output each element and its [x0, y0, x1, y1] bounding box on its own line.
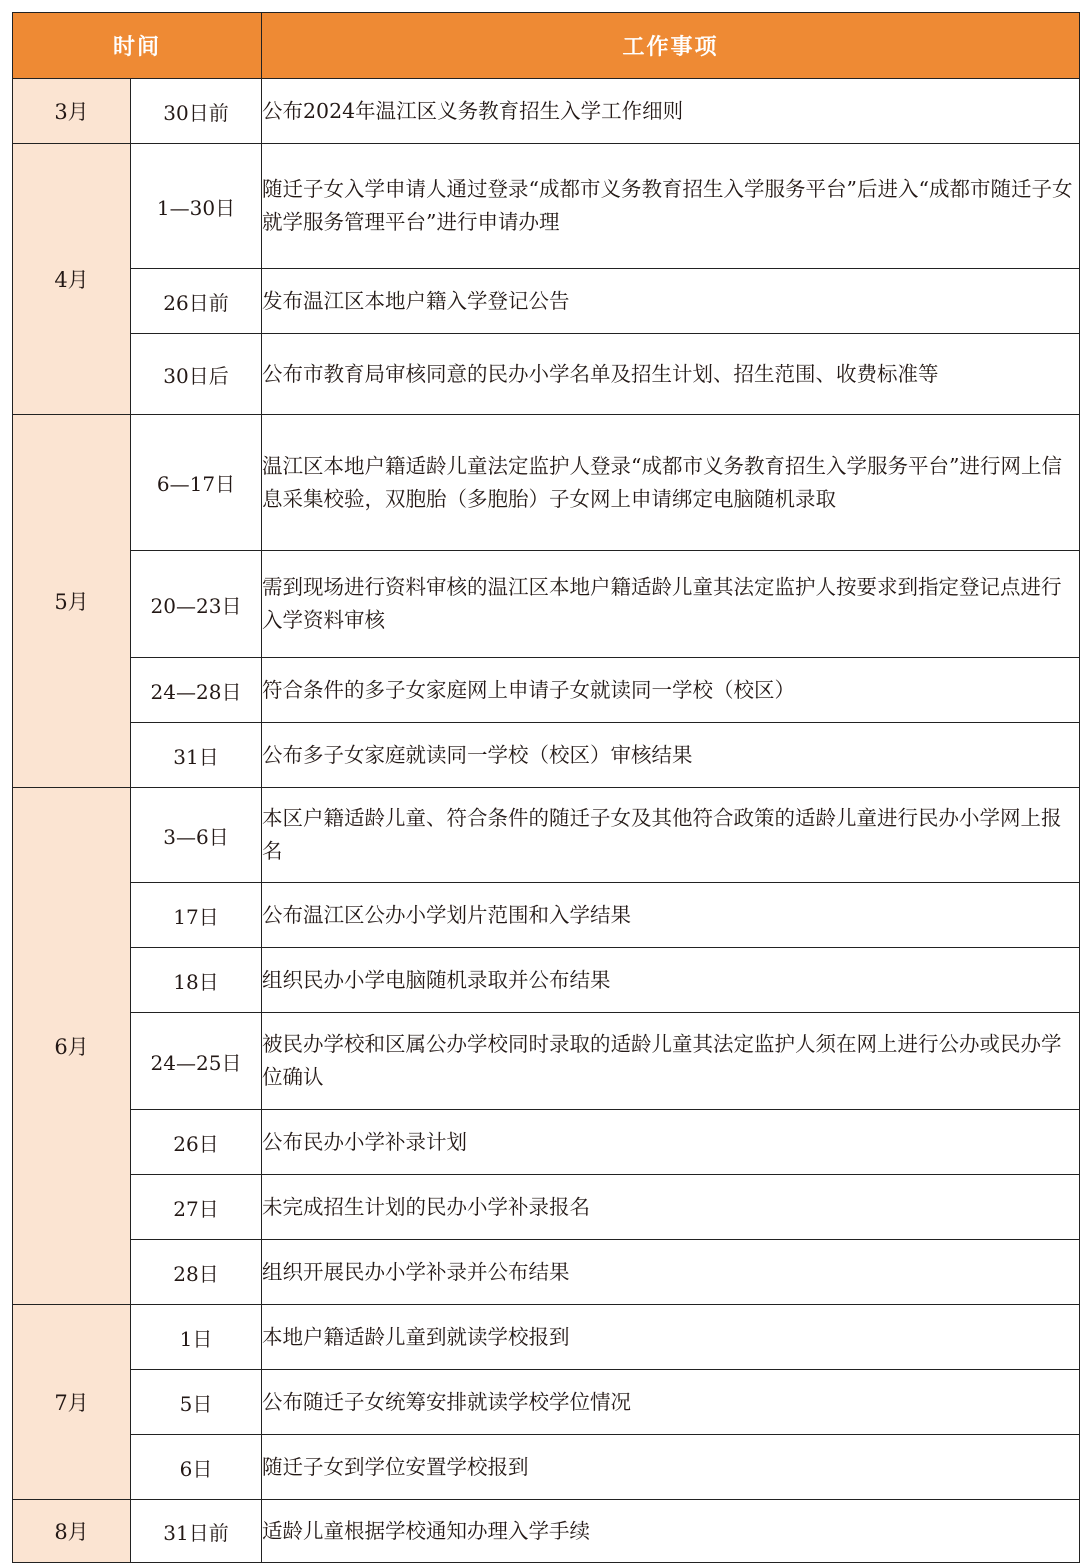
day-cell: 24—28日 — [131, 658, 262, 723]
task-cell: 本区户籍适龄儿童、符合条件的随迁子女及其他符合政策的适龄儿童进行民办小学网上报名 — [262, 788, 1080, 883]
day-cell: 6—17日 — [131, 415, 262, 551]
day-cell: 30日后 — [131, 334, 262, 415]
table-row — [13, 1110, 1080, 1175]
task-cell: 公布市教育局审核同意的民办小学名单及招生计划、招生范围、收费标准等 — [262, 334, 1080, 415]
table-row — [13, 1175, 1080, 1240]
table-row — [13, 334, 1080, 415]
table-row — [13, 723, 1080, 788]
schedule-table — [12, 12, 1080, 1563]
day-cell: 1—30日 — [131, 144, 262, 269]
table-row — [13, 1305, 1080, 1370]
table-row — [13, 79, 1080, 144]
table-row — [13, 883, 1080, 948]
month-cell: 4月 — [13, 144, 131, 415]
day-cell: 27日 — [131, 1175, 262, 1240]
day-cell: 26日 — [131, 1110, 262, 1175]
task-cell: 公布民办小学补录计划 — [262, 1110, 1080, 1175]
month-cell: 5月 — [13, 415, 131, 788]
table-row — [13, 1240, 1080, 1305]
day-cell: 31日 — [131, 723, 262, 788]
header-task: 工作事项 — [262, 13, 1080, 79]
table-row — [13, 1435, 1080, 1500]
task-cell: 需到现场进行资料审核的温江区本地户籍适龄儿童其法定监护人按要求到指定登记点进行入学资料审核 — [262, 551, 1080, 658]
task-cell: 本地户籍适龄儿童到就读学校报到 — [262, 1305, 1080, 1370]
day-cell: 31日前 — [131, 1500, 262, 1563]
task-cell: 公布温江区公办小学划片范围和入学结果 — [262, 883, 1080, 948]
task-cell: 未完成招生计划的民办小学补录报名 — [262, 1175, 1080, 1240]
day-cell: 5日 — [131, 1370, 262, 1435]
table-row — [13, 948, 1080, 1013]
day-cell: 18日 — [131, 948, 262, 1013]
table-row — [13, 144, 1080, 269]
task-cell: 温江区本地户籍适龄儿童法定监护人登录“成都市义务教育招生入学服务平台”进行网上信息采集校验，双胞胎（多胞胎）子女网上申请绑定电脑随机录取 — [262, 415, 1080, 551]
day-cell: 3—6日 — [131, 788, 262, 883]
table-row — [13, 1013, 1080, 1110]
task-cell: 符合条件的多子女家庭网上申请子女就读同一学校（校区） — [262, 658, 1080, 723]
task-cell: 公布2024年温江区义务教育招生入学工作细则 — [262, 79, 1080, 144]
task-cell: 组织民办小学电脑随机录取并公布结果 — [262, 948, 1080, 1013]
table-row — [13, 551, 1080, 658]
day-cell: 26日前 — [131, 269, 262, 334]
day-cell: 17日 — [131, 883, 262, 948]
task-cell: 被民办学校和区属公办学校同时录取的适龄儿童其法定监护人须在网上进行公办或民办学位确认 — [262, 1013, 1080, 1110]
task-cell: 随迁子女到学位安置学校报到 — [262, 1435, 1080, 1500]
task-cell: 组织开展民办小学补录并公布结果 — [262, 1240, 1080, 1305]
task-cell: 随迁子女入学申请人通过登录“成都市义务教育招生入学服务平台”后进入“成都市随迁子女就学服务管理平台”进行申请办理 — [262, 144, 1080, 269]
table-row — [13, 415, 1080, 551]
day-cell: 24—25日 — [131, 1013, 262, 1110]
month-cell: 3月 — [13, 79, 131, 144]
task-cell: 公布随迁子女统筹安排就读学校学位情况 — [262, 1370, 1080, 1435]
day-cell: 30日前 — [131, 79, 262, 144]
header-time: 时间 — [13, 13, 262, 79]
month-cell: 6月 — [13, 788, 131, 1305]
month-cell: 7月 — [13, 1305, 131, 1500]
task-cell: 适龄儿童根据学校通知办理入学手续 — [262, 1500, 1080, 1563]
table-row — [13, 1370, 1080, 1435]
header-row — [13, 13, 1080, 79]
task-cell: 公布多子女家庭就读同一学校（校区）审核结果 — [262, 723, 1080, 788]
table-row — [13, 1500, 1080, 1563]
table-row — [13, 269, 1080, 334]
task-cell: 发布温江区本地户籍入学登记公告 — [262, 269, 1080, 334]
day-cell: 6日 — [131, 1435, 262, 1500]
month-cell: 8月 — [13, 1500, 131, 1563]
day-cell: 1日 — [131, 1305, 262, 1370]
table-row — [13, 658, 1080, 723]
day-cell: 20—23日 — [131, 551, 262, 658]
table-row — [13, 788, 1080, 883]
day-cell: 28日 — [131, 1240, 262, 1305]
